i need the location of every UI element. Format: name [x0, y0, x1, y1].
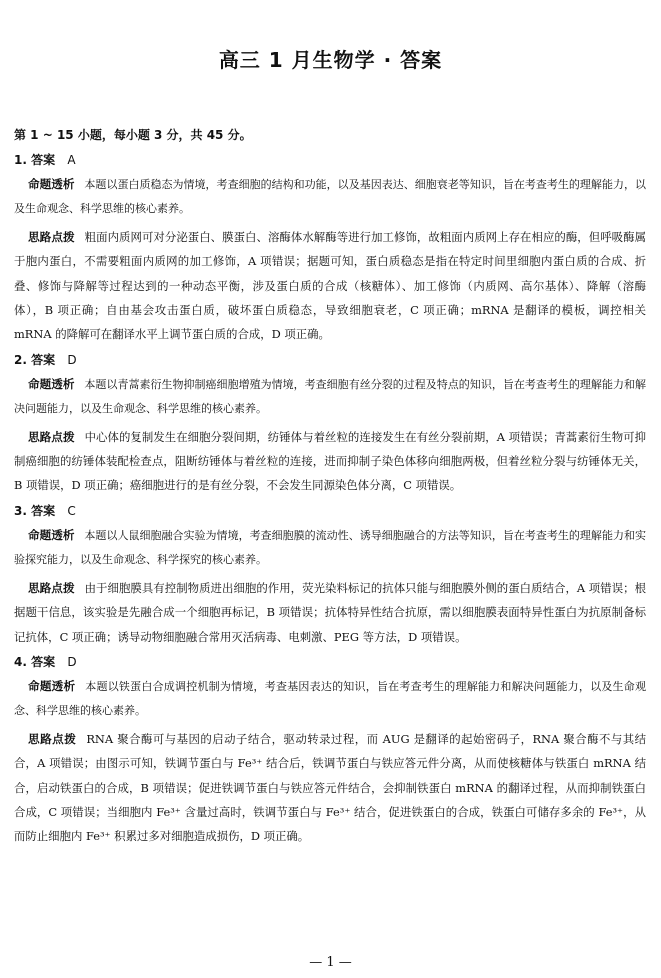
question-number: 1. — [14, 153, 27, 167]
section-intro: 第 1 ~ 15 小题，每小题 3 分，共 45 分。 — [14, 128, 252, 142]
question-item — [14, 501, 646, 649]
answer-value: C — [67, 503, 76, 518]
answer-label: 答案 — [31, 503, 56, 518]
analysis-label: 命题透析 — [28, 527, 75, 542]
hint-text: 粗面内质网可对分泌蛋白、膜蛋白、溶酶体水解酶等进行加工修饰，故粗面内质网上存在相应的酶，但呼吸酶属于胞内蛋白，不需要粗面内质网的加工修饰，A 项错误；据题可知，蛋白质稳态是指在特定时间里细胞内蛋白质的合成、折叠、修饰与降解等过程达到的一种动态平衡，涉及蛋白质的合成（核糖体）、加工修饰（内质网、高尔基体）、降解（溶酶体），B 项正确；自由基会攻击蛋白质，破坏蛋白质稳态，导致细胞衰老，C 项正确；mRNA 是翻译的模板，调控相关 mRNA 的降解可在翻译水平上调节蛋白质的合成，D 项正确。 — [14, 229, 646, 342]
question-item — [14, 350, 646, 498]
analysis-paragraph — [14, 523, 646, 573]
question-header — [14, 501, 646, 523]
question-header — [14, 652, 646, 674]
analysis-paragraph — [14, 372, 646, 422]
analysis-label: 命题透析 — [28, 177, 75, 191]
analysis-paragraph — [14, 172, 646, 222]
analysis-paragraph — [14, 674, 646, 724]
hint-label: 思路点拨 — [28, 580, 75, 595]
hint-paragraph — [14, 576, 646, 649]
hint-label: 思路点拨 — [28, 429, 75, 444]
question-header — [14, 350, 646, 372]
hint-paragraph — [14, 425, 646, 498]
analysis-text: 本题以蛋白质稳态为情境，考查细胞的结构和功能，以及基因表达、细胞衰老等知识，旨在考查考生的理解能力，以及生命观念、科学思维的核心素养。 — [14, 178, 646, 216]
hint-text: 由于细胞膜具有控制物质进出细胞的作用，荧光染料标记的抗体只能与细胞膜外侧的蛋白质结合，A 项错误；根据题干信息，该实验是先融合成一个细胞再标记，B 项错误；抗体特异性结合抗原，需以细胞膜表面特异性蛋白为抗原制备标记抗体，C 项正确；诱导动物细胞融合常用灭活病毒、电刺激、PEG 等方法，D 项错误。 — [14, 580, 646, 644]
question-header — [14, 150, 646, 172]
analysis-label: 命题透析 — [28, 376, 75, 391]
page-number: — 1 — — [309, 955, 352, 970]
answer-label: 答案 — [31, 153, 56, 167]
hint-paragraph — [14, 225, 646, 347]
analysis-text: 本题以青蒿素衍生物抑制癌细胞增殖为情境，考查细胞有丝分裂的过程及特点的知识，旨在考查考生的理解能力和解决问题能力，以及生命观念、科学思维的核心素养。 — [14, 377, 646, 416]
hint-paragraph — [14, 727, 646, 849]
hint-label: 思路点拨 — [28, 731, 77, 746]
hint-text: RNA 聚合酶可与基因的启动子结合，驱动转录过程，而 AUG 是翻译的起始密码子，RNA 聚合酶不与其结合，A 项错误；由图示可知，铁调节蛋白与 Fe³⁺ 结合后，铁调节蛋白与铁应答元件分离，从而使核糖体与铁蛋白 mRNA 结合，启动铁蛋白的合成，B 项错误；促进铁调节蛋白与铁应答元件结合，会抑制铁蛋白 mRNA 的翻译过程，从而抑制铁蛋白合成，C 项错误；当细胞内 Fe³⁺ 含量过高时，铁调节蛋白与 Fe³⁺ 结合，促进铁蛋白的合成，铁蛋白可储存多余的 Fe³⁺，从而防止细胞内 Fe³⁺ 积累过多对细胞造成损伤，D 项正确。 — [14, 731, 646, 844]
question-number: 3. — [14, 503, 27, 518]
answer-value: A — [67, 153, 76, 167]
question-list — [14, 150, 646, 852]
question-number: 4. — [14, 654, 27, 669]
hint-text: 中心体的复制发生在细胞分裂间期，纺锤体与着丝粒的连接发生在有丝分裂前期，A 项错误；青蒿素衍生物可抑制癌细胞的纺锤体装配检查点，阻断纺锤体与着丝粒的连接，进而抑制子染色体移向细胞两极，但着丝粒分裂与纺锤体无关，B 项错误，D 项正确；癌细胞进行的是有丝分裂，不会发生同源染色体分离，C 项错误。 — [14, 429, 646, 493]
analysis-text: 本题以人鼠细胞融合实验为情境，考查细胞膜的流动性、诱导细胞融合的方法等知识，旨在考查考生的理解能力和实验探究能力，以及生命观念、科学探究的核心素养。 — [14, 528, 646, 567]
question-item — [14, 652, 646, 849]
page-title: 高三 1 月生物学 · 答案 — [218, 48, 443, 72]
answer-label: 答案 — [31, 654, 56, 669]
answer-value: D — [67, 654, 77, 669]
hint-label: 思路点拨 — [28, 229, 75, 244]
answer-value: D — [67, 352, 77, 367]
analysis-label: 命题透析 — [28, 678, 76, 693]
analysis-text: 本题以铁蛋白合成调控机制为情境，考查基因表达的知识，旨在考查考生的理解能力和解决问题能力，以及生命观念、科学思维的核心素养。 — [14, 679, 646, 718]
question-number: 2. — [14, 352, 27, 367]
answer-label: 答案 — [31, 352, 56, 367]
question-item — [14, 150, 646, 347]
